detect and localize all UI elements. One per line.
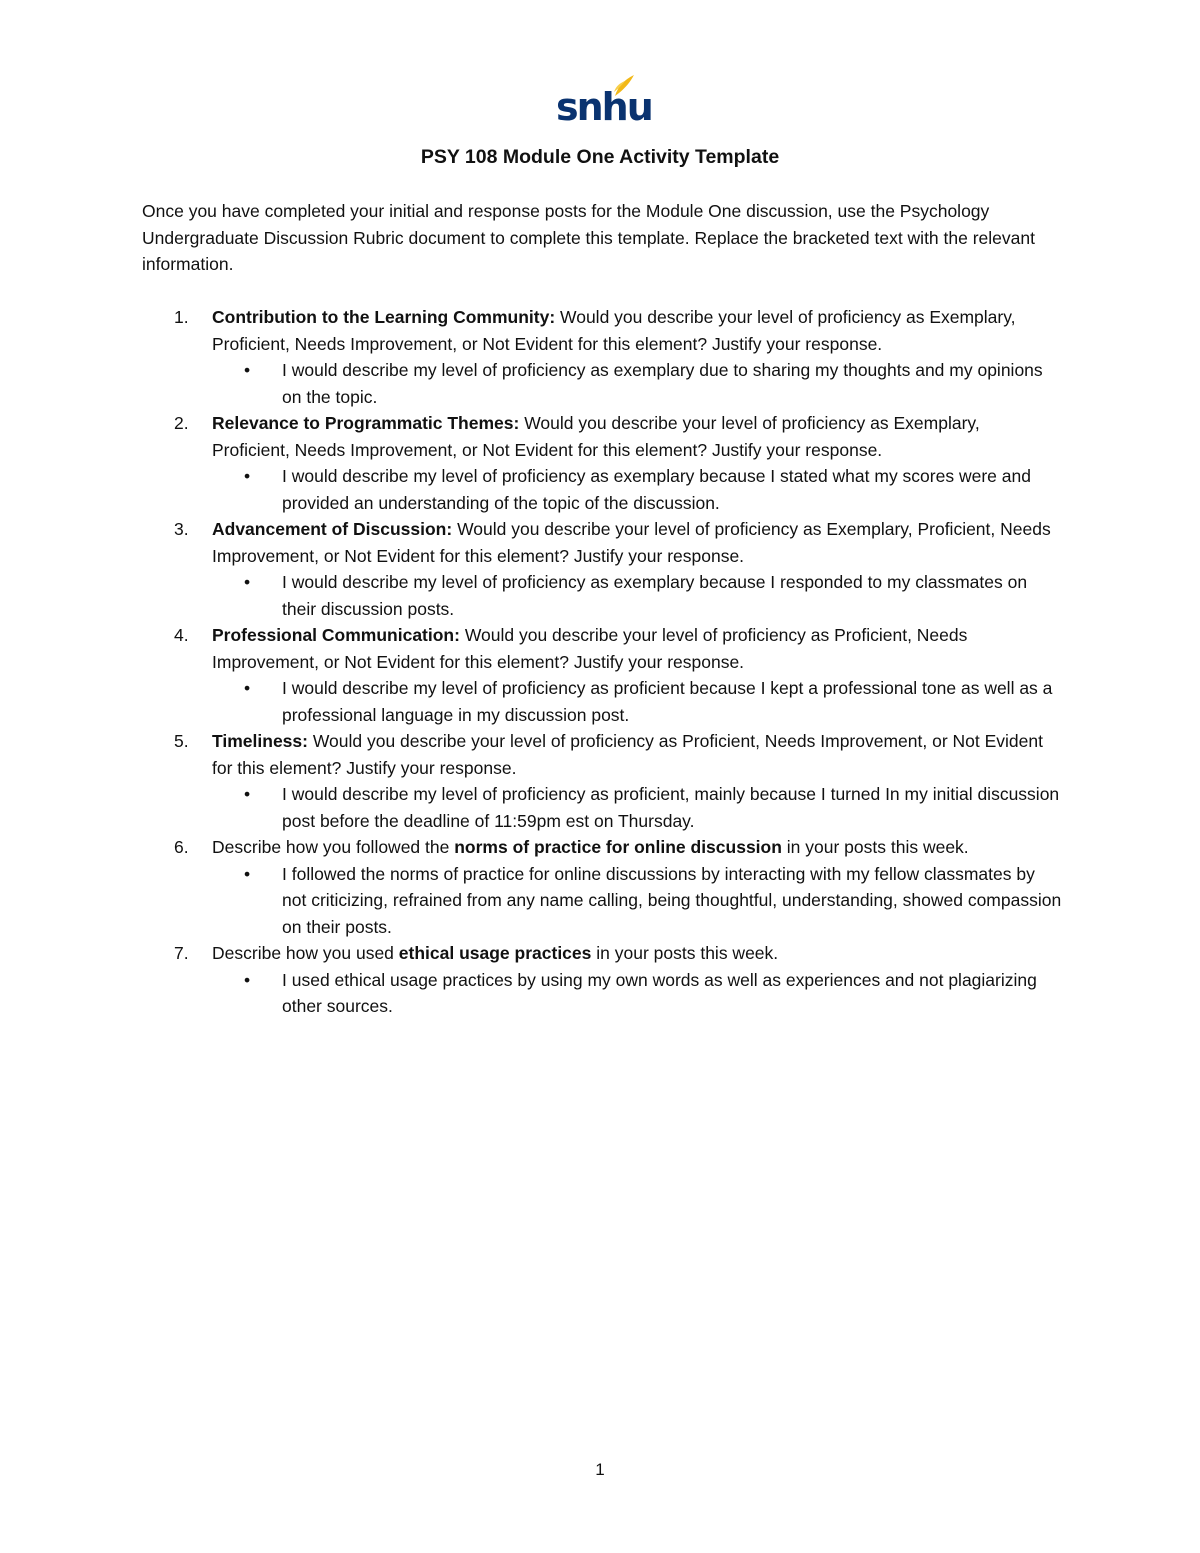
response-text: I used ethical usage practices by using my own words as well as experiences and not plagiarizing other sources. xyxy=(282,969,1037,1016)
item-heading: Advancement of Discussion: xyxy=(212,519,453,539)
document-title: PSY 108 Module One Activity Template xyxy=(420,146,780,168)
response-bullet xyxy=(212,569,1062,622)
item-number: 1. xyxy=(174,307,189,327)
item-question: Would you describe your level of proficiency as Exemplary, Proficient, Needs Improvement, or Not Evident for this element? Justify your response. xyxy=(212,519,1051,566)
item-question: in your posts this week. xyxy=(591,943,779,963)
bullet-icon: • xyxy=(244,360,251,380)
list-item xyxy=(142,940,1062,1020)
item-question: in your posts this week. xyxy=(781,837,969,857)
bullet-icon: • xyxy=(244,969,251,990)
item-prefix: Describe how you used xyxy=(212,943,399,963)
item-heading: Relevance to Programmatic Themes: xyxy=(212,413,520,433)
item-question: Would you describe your level of proficiency as Exemplary, Proficient, Needs Improvement, or Not Evident for this element? Justify your response. xyxy=(212,413,980,460)
item-heading: ethical usage practices xyxy=(398,943,592,963)
list-item xyxy=(142,834,1062,940)
item-number: 2. xyxy=(174,413,189,433)
item-number: 5. xyxy=(174,731,189,751)
response-text: I would describe my level of proficiency as exemplary because I responded to my classmates on their discussion posts. xyxy=(282,572,1028,619)
response-bullet xyxy=(212,463,1062,516)
item-number: 4. xyxy=(174,625,189,645)
item-number: 7. xyxy=(174,943,189,963)
response-bullet xyxy=(212,861,1062,941)
item-prefix: Describe how you followed the xyxy=(212,837,455,857)
response-bullet xyxy=(212,675,1062,728)
item-number: 6. xyxy=(174,837,189,857)
item-heading: norms of practice for online discussion xyxy=(454,837,782,857)
bullet-icon: • xyxy=(244,678,251,698)
item-question: Would you describe your level of proficiency as Proficient, Needs Improvement, or Not Evident for this element? Justify your response. xyxy=(212,731,1043,778)
bullet-icon: • xyxy=(244,572,251,592)
response-text: I would describe my level of proficiency as proficient because I kept a professional tone as well as a professional language in my discussion post. xyxy=(282,678,1053,725)
list-item xyxy=(142,304,1062,410)
bullet-icon: • xyxy=(244,466,251,486)
response-text: I would describe my level of proficiency as exemplary due to sharing my thoughts and my opinions on the topic. xyxy=(282,360,1043,407)
item-heading: Timeliness: xyxy=(212,731,308,751)
response-bullet xyxy=(212,357,1062,410)
page-number: 1 xyxy=(595,1460,605,1479)
response-text: I would describe my level of proficiency as proficient, mainly because I turned In my initial discussion post before the deadline of 11:59pm est on Thursday. xyxy=(282,784,1060,831)
item-heading: Contribution to the Learning Community: xyxy=(212,307,556,327)
response-bullet xyxy=(212,781,1062,834)
bullet-icon: • xyxy=(244,863,251,884)
list-item xyxy=(142,622,1062,728)
item-heading: Professional Communication: xyxy=(212,625,460,645)
response-text: I followed the norms of practice for online discussions by interacting with my fellow classmates by not criticizing, refrained from any name calling, being thoughtful, understanding, showed compassion on their posts. xyxy=(282,863,1062,937)
snhu-logo xyxy=(552,70,652,134)
item-question: Would you describe your level of proficiency as Proficient, Needs Improvement, or Not Evident for this element? Justify your response. xyxy=(212,625,968,672)
response-bullet xyxy=(212,967,1062,1020)
intro-paragraph: Once you have completed your initial and response posts for the Module One discussion, use the Psychology Undergraduate Discussion Rubric document to complete this template. Replace the bracketed text with the relevant information. xyxy=(142,201,1035,274)
bullet-icon: • xyxy=(244,784,251,804)
logo-wordmark: snhu xyxy=(556,85,652,129)
item-question: Would you describe your level of proficiency as Exemplary, Proficient, Needs Improvement, or Not Evident for this element? Justify your response. xyxy=(212,307,1016,354)
response-text: I would describe my level of proficiency as exemplary because I stated what my scores were and provided an understanding of the topic of the discussion. xyxy=(282,466,1031,513)
list-item xyxy=(142,516,1062,622)
list-item xyxy=(142,728,1062,834)
rubric-list xyxy=(142,304,1062,1020)
list-item xyxy=(142,410,1062,516)
item-number: 3. xyxy=(174,519,189,539)
